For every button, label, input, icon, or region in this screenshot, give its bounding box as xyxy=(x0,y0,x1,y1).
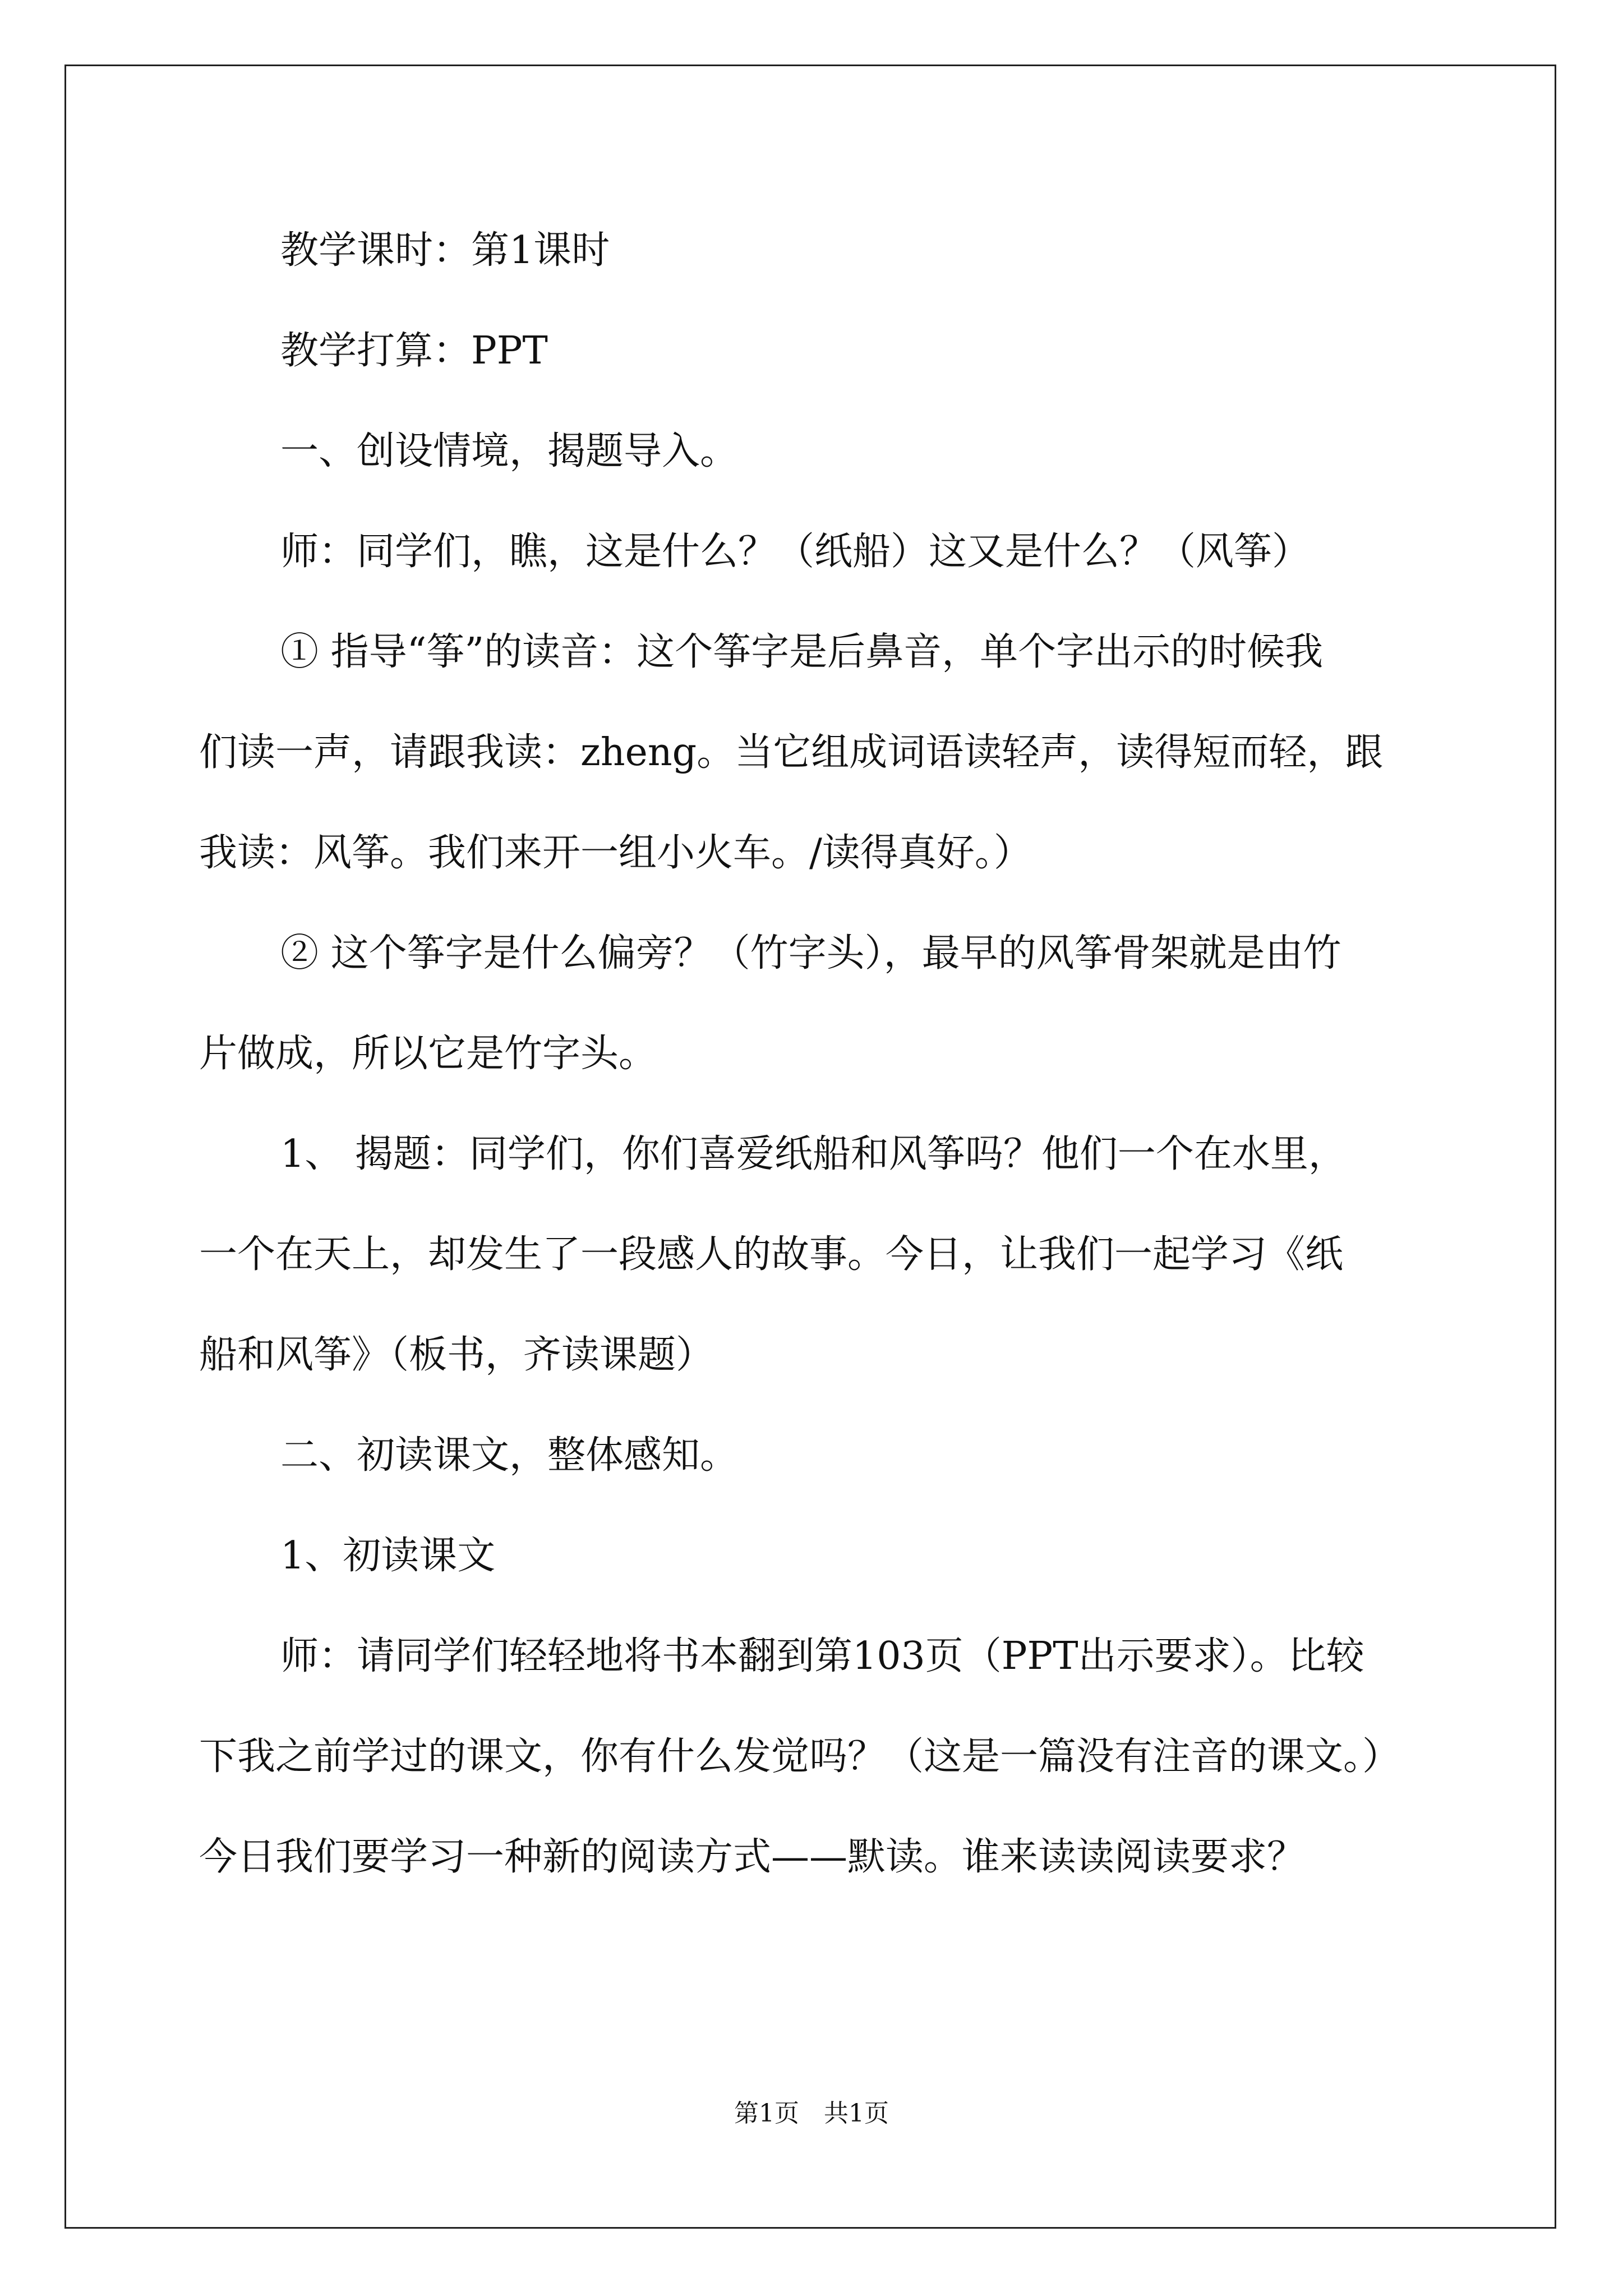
section-heading-2: 二、初读课文，整体感知。 xyxy=(280,1433,739,1478)
paragraph-line: 师：同学们，瞧，这是什么？（纸船）这又是什么？（风筝） xyxy=(280,530,1311,574)
paragraph-line: 师：请同学们轻轻地将书本翻到第103页（PPT出示要求）。比较 xyxy=(280,1634,1364,1678)
paragraph-line: ② 这个筝字是什么偏旁？（竹字头），最早的风筝骨架就是由竹 xyxy=(280,931,1341,976)
paragraph-line: 们读一声，请跟我读：zheng。当它组成词语读轻声，读得短而轻，跟 xyxy=(199,730,1384,775)
page-number-footer: 第1页 共1页 xyxy=(734,2099,889,2128)
paragraph-line: ① 指导“筝”的读音：这个筝字是后鼻音，单个字出示的时候我 xyxy=(280,630,1324,674)
subsection-heading: 1、初读课文 xyxy=(280,1534,496,1578)
paragraph-line: 今日我们要学习一种新的阅读方式——默读。谁来读读阅读要求？ xyxy=(199,1835,1306,1879)
paragraph-line: 片做成，所以它是竹字头。 xyxy=(199,1032,657,1076)
paragraph-line: 一个在天上，却发生了一段感人的故事。今日，让我们一起学习《纸 xyxy=(199,1232,1344,1277)
lesson-period-line: 教学课时：第1课时 xyxy=(280,228,610,273)
lesson-preparation-line: 教学打算：PPT xyxy=(280,329,548,373)
paragraph-line: 下我之前学过的课文，你有什么发觉吗？（这是一篇没有注音的课文。） xyxy=(199,1734,1401,1779)
section-heading-1: 一、创设情境，揭题导入。 xyxy=(280,429,739,473)
paragraph-line: 我读：风筝。我们来开一组小火车。/读得真好。） xyxy=(199,831,1032,875)
paragraph-line: 船和风筝》（板书，齐读课题） xyxy=(199,1333,714,1377)
paragraph-line: 1、 揭题：同学们，你们喜爱纸船和风筝吗？他们一个在水里， xyxy=(280,1132,1347,1176)
